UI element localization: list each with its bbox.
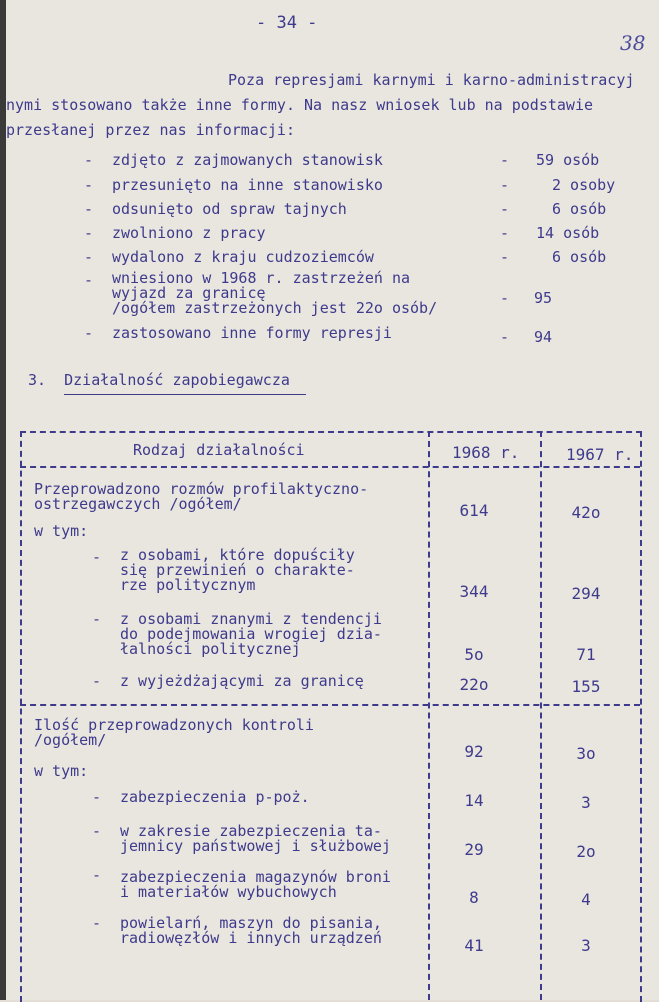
list-item-text: przesunięto na inne stanowisko — [112, 176, 383, 194]
table-cell-1967: 42o — [571, 503, 601, 522]
list-item-count: 94 — [534, 328, 553, 346]
list-bullet: - — [84, 271, 94, 289]
table-row-label: powielarń, maszyn do pisania, radiowęzłów i innych urządzeń — [120, 914, 382, 947]
table-bullet: - — [92, 610, 102, 628]
list-dash: - — [500, 176, 510, 194]
list-item-count: 2 osoby — [552, 176, 616, 194]
table-row-label: z wyjeżdżającymi za granicę — [120, 672, 364, 690]
table-cell-1967: 155 — [571, 677, 601, 696]
table-column-divider — [540, 431, 542, 1000]
table-cell-1967: 3o — [576, 744, 596, 763]
table-header-1968: 1968 r. — [452, 443, 520, 462]
list-dash: - — [500, 151, 510, 169]
table-row-label: w zakresie zabezpieczenia ta- jemnicy państwowej i służbowej — [120, 822, 391, 855]
table-bullet: - — [92, 822, 102, 840]
table-cell-1968: 614 — [459, 501, 489, 520]
table-column-divider — [428, 431, 430, 1000]
intro-line-2: nymi stosowano także inne formy. Na nasz wniosek lub na podstawie — [6, 96, 593, 114]
list-dash: - — [500, 289, 510, 307]
table-row-label: w tym: — [34, 762, 89, 780]
list-item-count: 59 osób — [536, 151, 600, 169]
table-cell-1967: 3 — [581, 936, 591, 955]
table-row-label: Przeprowadzono rozmów profilaktyczno- ostrzegawczych /ogółem/ — [34, 480, 369, 513]
table-row-label: Ilość przeprowadzonych kontroli /ogółem/ — [34, 716, 314, 749]
list-item-text: wydalono z kraju cudzoziemców — [112, 248, 374, 266]
list-item-text: zdjęto z zajmowanych stanowisk — [112, 151, 383, 169]
list-bullet: - — [84, 324, 94, 342]
table-row-label: z osobami, które dopuściły się przewinień o charakte- rze politycznym — [120, 546, 355, 594]
list-dash: - — [500, 200, 510, 218]
list-item-text: wniesiono w 1968 r. zastrzeżeń na wyjazd za granicę /ogółem zastrzeżonych jest 22o osób/ — [112, 269, 438, 317]
list-bullet: - — [84, 224, 94, 242]
table-cell-1968: 29 — [464, 840, 484, 859]
table-cell-1967: 4 — [581, 890, 591, 909]
table-header-1967: 1967 r. — [566, 445, 634, 464]
list-dash: - — [500, 248, 510, 266]
table-row-label: z osobami znanymi z tendencji do podejmowania wrogiej dzia- łalności politycznej — [120, 610, 382, 658]
list-dash: - — [500, 328, 510, 346]
list-item-text: zastosowano inne formy represji — [112, 324, 392, 342]
table-cell-1968: 8 — [469, 888, 479, 907]
table-cell-1968: 344 — [459, 582, 489, 601]
table-cell-1968: 92 — [464, 742, 484, 761]
handwritten-page-number: 38 — [620, 31, 646, 55]
table-cell-1968: 41 — [464, 936, 484, 955]
list-bullet: - — [84, 151, 94, 169]
table-row-label: zabezpieczenia magazynów broni i materiałów wybuchowych — [120, 868, 391, 901]
list-item-count: 95 — [534, 289, 553, 307]
page-number: - 34 - — [256, 13, 318, 33]
list-item-count: 14 osób — [536, 224, 600, 242]
table-section-divider — [20, 704, 640, 706]
scan-edge — [0, 0, 6, 1000]
list-item-count: 6 osób — [552, 248, 607, 266]
table-bullet: - — [92, 548, 102, 566]
table-row-label: w tym: — [34, 522, 89, 540]
table-cell-1968: 22o — [459, 675, 489, 694]
intro-line-1: Poza represjami karnymi i karno-administracyj — [228, 71, 635, 89]
table-bullet: - — [92, 788, 102, 806]
list-item-count: 6 osób — [552, 200, 607, 218]
list-item-text: odsunięto od spraw tajnych — [112, 200, 347, 218]
table-bullet: - — [92, 914, 102, 932]
table-cell-1967: 71 — [576, 645, 596, 664]
section-heading: 3. Działalność zapobiegawcza — [28, 371, 290, 389]
table-header-activity: Rodzaj działalności — [133, 441, 305, 459]
list-bullet: - — [84, 248, 94, 266]
table-row-label: zabezpieczenia p-poż. — [120, 788, 310, 806]
table-bullet: - — [92, 672, 102, 690]
table-cell-1967: 2o — [576, 842, 596, 861]
list-bullet: - — [84, 176, 94, 194]
table-cell-1968: 5o — [464, 645, 484, 664]
heading-underline — [64, 394, 306, 395]
table-header-divider — [20, 466, 640, 468]
list-item-text: zwolniono z pracy — [112, 224, 266, 242]
table-cell-1967: 3 — [581, 793, 591, 812]
list-dash: - — [500, 224, 510, 242]
table-cell-1967: 294 — [571, 584, 601, 603]
intro-line-3: przesłanej przez nas informacji: — [6, 121, 295, 139]
table-bullet: - — [92, 866, 102, 884]
table-cell-1968: 14 — [464, 791, 484, 810]
list-bullet: - — [84, 200, 94, 218]
